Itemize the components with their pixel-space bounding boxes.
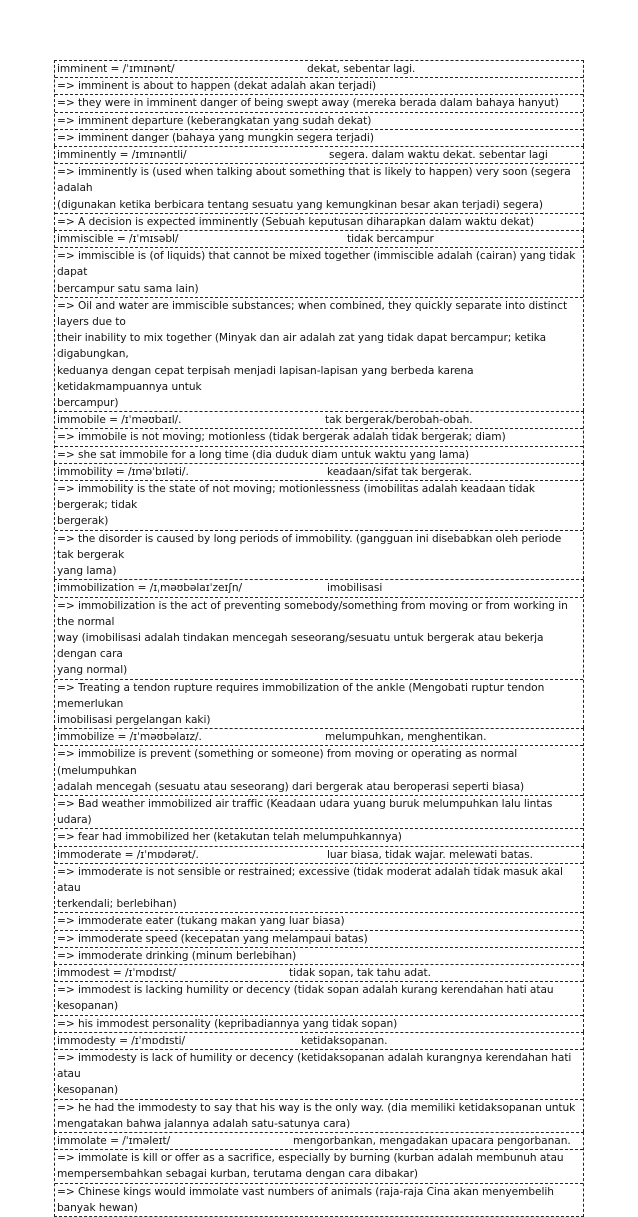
entry-line: => the disorder is caused by long periods of immobility. (gangguan ini disebabkan oleh periode tak bergerak <box>57 532 562 561</box>
entry-line: => immodesty is lack of humility or decency (ketidaksopanan adalah kurangnya kerendahan hati atau <box>57 1051 572 1081</box>
entry-line: => immodest is lacking humility or decency (tidak sopan adalah kurang kerendahan hati atau kesopanan) <box>55 982 583 1015</box>
entry-line: => they were in imminent danger of being swept away (mereka berada dalam bahaya hanyut) <box>55 95 583 112</box>
entry-line: bergerak) <box>55 513 583 530</box>
entry-gloss: tak bergerak/berobah-obah. <box>325 414 473 427</box>
entry-gloss: tidak bercampur <box>347 233 434 246</box>
entry-headline <box>55 147 583 164</box>
entry-line: => imminent departure (keberangkatan yang sudah dekat) <box>55 113 583 130</box>
entry-line: => imminent is about to happen (dekat adalah akan terjadi) <box>55 78 583 95</box>
entry-gloss: segera. dalam waktu dekat. sebentar lagi <box>329 149 548 162</box>
entry-immoderate <box>54 846 584 964</box>
entry-gloss: luar biasa, tidak wajar. melewati batas. <box>327 848 533 861</box>
entry-line: yang lama) <box>57 565 117 578</box>
entry-immobilize <box>54 728 584 845</box>
entry-immodest <box>54 964 584 1032</box>
entry-line: => immobile is not moving; motionless (tidak bergerak adalah tidak bergerak; diam) <box>55 429 583 446</box>
entry-line: => immoderate is not sensible or restrained; excessive (tidak moderat adalah tidak masuk akal atau <box>57 865 563 894</box>
entry-gloss: imobilisasi <box>327 582 383 595</box>
entry-term: immolate = /ˈɪməleɪt/ <box>57 1135 171 1147</box>
entry-line: => A decision is expected imminently (Sebuah keputusan diharapkan dalam waktu dekat) <box>57 215 534 228</box>
entry-gloss: melumpuhkan, menghentikan. <box>325 731 487 744</box>
entry-line: => she sat immobile for a long time (dia duduk diam untuk waktu yang lama) <box>57 448 470 461</box>
entry-imminently <box>54 146 584 230</box>
entry-gloss: keadaan/sifat tak bergerak. <box>327 465 472 478</box>
entry-term: immobility = /ɪməˈbɪləti/. <box>57 465 189 478</box>
entry-term: immodest = /ɪˈmɒdɪst/ <box>57 966 176 979</box>
entry-line: mempersembahkan sebagai kurban, terutama dengan cara dibakar) <box>55 1166 583 1183</box>
entry-immobility <box>54 463 584 579</box>
entry-term: immoderate = /ɪˈmɒdərət/. <box>57 848 199 861</box>
entry-imminent <box>54 60 584 146</box>
entry-line: (digunakan ketika berbicara tentang sesuatu yang kemungkinan besar akan terjadi) segera) <box>55 197 583 214</box>
vocabulary-list <box>54 60 584 1217</box>
entry-headline <box>55 729 583 746</box>
entry-line: mengatakan bahwa jalannya adalah satu-satunya cara) <box>57 1117 351 1130</box>
entry-immobile <box>54 411 584 463</box>
entry-headline <box>55 580 583 597</box>
entry-line: bercampur satu sama lain) <box>55 281 583 298</box>
entry-line: => his immodest personality (kepribadiannya yang tidak sopan) <box>57 1017 398 1030</box>
entry-term: immobilize = /ɪˈməʊbəlaɪz/. <box>57 731 202 744</box>
entry-term: immobile = /ɪˈməʊbaɪl/. <box>57 414 182 427</box>
entry-line: => imminent danger (bahaya yang mungkin segera terjadi) <box>57 131 374 144</box>
entry-line: => fear had immobilized her (ketakutan telah melumpuhkannya) <box>57 831 402 844</box>
entry-headline <box>55 61 583 78</box>
entry-line: => immoderate eater (tukang makan yang luar biasa) <box>55 913 583 930</box>
entry-line: => immoderate speed (kecepatan yang melampaui batas) <box>55 931 583 948</box>
entry-line: => immolate is kill or offer as a sacrifice, especially by burning (kurban adalah membunuh atau <box>57 1152 564 1165</box>
entry-line: => Oil and water are immiscible substances; when combined, they quickly separate into distinct layers due to <box>57 299 568 329</box>
entry-term: immiscible = /ɪˈmɪsəbl/ <box>57 233 179 246</box>
entry-line: imobilisasi pergelangan kaki) <box>57 713 211 726</box>
entry-gloss: mengorbankan, mengadakan upacara pengorbanan. <box>293 1135 571 1147</box>
entry-line: => he had the immodesty to say that his way is the only way. (dia memiliki ketidaksopanan untuk <box>57 1101 576 1114</box>
entry-line: terkendali; berlebihan) <box>55 896 583 913</box>
entry-headline <box>55 412 583 429</box>
entry-line: => immobilization is the act of preventing somebody/something from moving or from working in the normal <box>57 599 568 628</box>
entry-line: kesopanan) <box>55 1082 583 1099</box>
entry-headline <box>55 1033 583 1050</box>
entry-gloss: dekat, sebentar lagi. <box>307 63 416 75</box>
entry-line: => immobility is the state of not moving; motionlessness (imobilitas adalah keadaan tidak bergerak; tidak <box>57 483 535 512</box>
entry-term: imminently = /ɪmɪnəntli/ <box>57 149 187 162</box>
entry-line: => imminently is (used when talking about something that is likely to happen) very soon (segera adalah <box>57 166 571 195</box>
entry-line: => immoderate drinking (minum berlebihan) <box>57 949 297 962</box>
entry-immolate <box>54 1132 584 1217</box>
entry-line: => Chinese kings would immolate vast numbers of animals (raja-raja Cina akan menyembelih banyak hewan) <box>57 1185 554 1214</box>
entry-immiscible <box>54 230 584 411</box>
entry-line: bercampur) <box>57 397 119 410</box>
entry-line: => immobilize is prevent (something or someone) from moving or operating as normal (melumpuhkan <box>57 748 518 777</box>
entry-headline <box>55 1133 583 1150</box>
entry-line: keduanya dengan cepat terpisah menjadi lapisan-lapisan yang berbeda karena ketidakmampuannya untuk <box>57 364 474 393</box>
entry-headline <box>55 231 583 248</box>
entry-immodesty <box>54 1032 584 1132</box>
entry-headline <box>55 464 583 481</box>
entry-gloss: ketidaksopanan. <box>301 1034 388 1047</box>
entry-line: their inability to mix together (Minyak dan air adalah zat yang tidak dapat bercampur; ketika digabungkan, <box>57 332 547 361</box>
entry-line: adalah mencegah (sesuatu atau seseorang) dari bergerak atau beroperasi seperti biasa) <box>55 779 583 796</box>
entry-term: imminent = /ˈɪmɪnənt/ <box>57 63 175 75</box>
entry-term: immodesty = /ɪˈmɒdɪsti/ <box>57 1034 186 1047</box>
entry-line: yang normal) <box>55 662 583 679</box>
entry-line: => Bad weather immobilized air traffic (Keadaan udara yuang buruk melumpuhkan lalu lintas udara) <box>55 796 583 829</box>
entry-line: way (imobilisasi adalah tindakan mencegah seseorang/sesuatu untuk bergerak atau bekerja dengan cara <box>57 631 544 661</box>
entry-gloss: tidak sopan, tak tahu adat. <box>289 966 431 979</box>
entry-immobilization <box>54 579 584 728</box>
entry-headline <box>55 965 583 982</box>
entry-line: => immiscible is (of liquids) that cannot be mixed together (immiscible adalah (cairan) yang tidak dapat <box>57 250 576 279</box>
entry-headline <box>55 847 583 864</box>
entry-line: => Treating a tendon rupture requires immobilization of the ankle (Mengobati ruptur tendon memerlukan <box>57 681 545 710</box>
entry-term: immobilization = /ɪˌməʊbəlaɪˈzeɪʃn/ <box>57 582 243 595</box>
